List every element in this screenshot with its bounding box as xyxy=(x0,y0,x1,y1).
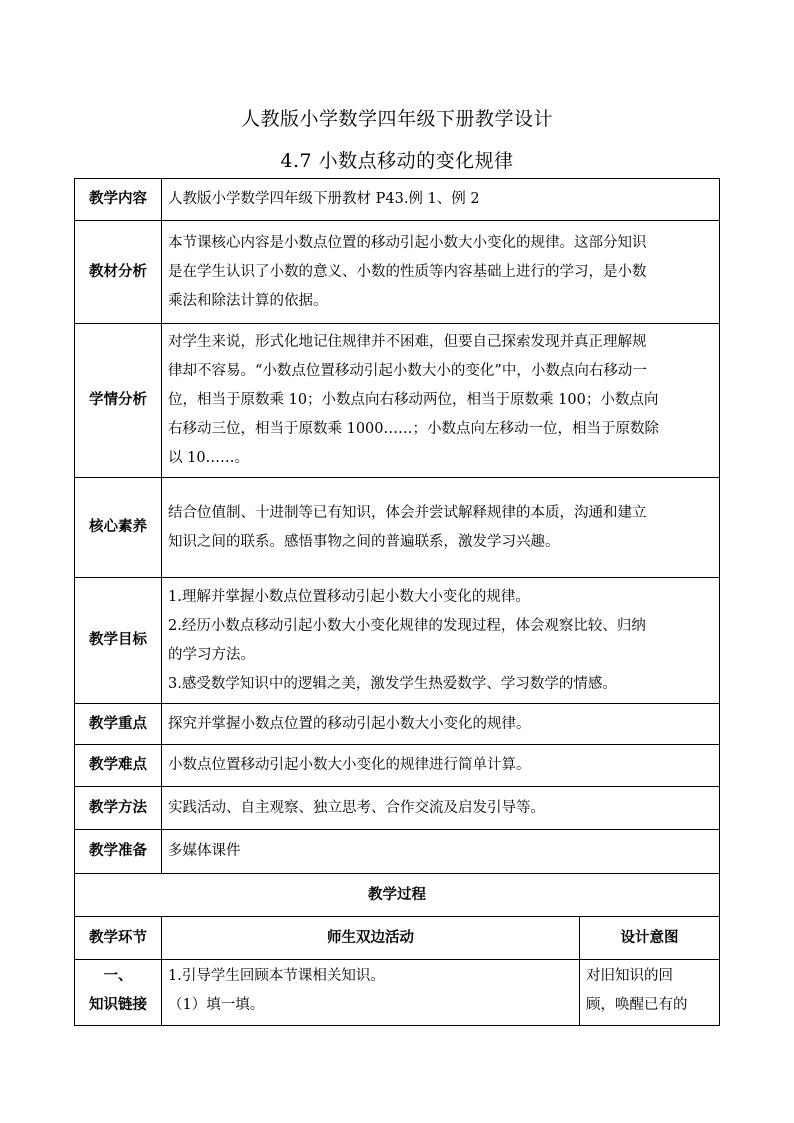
content-line: 小数点位置移动引起小数大小变化的规律进行简单计算。 xyxy=(168,757,531,773)
stage-name: 知识链接 xyxy=(89,997,147,1013)
content-line: 探究并掌握小数点位置的移动引起小数大小变化的规律。 xyxy=(168,715,531,732)
content-line: 1.理解并掌握小数点位置移动引起小数大小变化的规律。 xyxy=(168,588,530,605)
content-line: 知识之间的联系。感悟事物之间的普遍联系，激发学习兴趣。 xyxy=(168,533,560,550)
content-line: 乘法和除法计算的依据。 xyxy=(168,292,328,309)
stage-cell xyxy=(75,960,162,1026)
table-row xyxy=(75,830,720,874)
row-label: 教学准备 xyxy=(75,830,162,874)
content-line: 人教版小学数学四年级下册教材 P43.例 1、例 2 xyxy=(168,191,480,207)
content-line: 律却不容易。“小数点位置移动引起小数大小的变化”中，小数点向右移动一 xyxy=(168,363,647,379)
row-content xyxy=(162,578,720,704)
content-line: 右移动三位，相当于原数乘 1000……；小数点向左移动一位，相当于原数除 xyxy=(168,421,660,437)
content-line: 本节课核心内容是小数点位置的移动引起小数大小变化的规律。这部分知识 xyxy=(168,234,647,251)
intent-cell xyxy=(580,960,720,1026)
process-header-row xyxy=(75,917,720,960)
header-activity: 师生双边活动 xyxy=(162,917,580,960)
content-line: 实践活动、自主观察、独立思考、合作交流及启发引导等。 xyxy=(168,799,545,816)
content-line: 顾，唤醒已有的 xyxy=(586,997,688,1013)
table-row xyxy=(75,578,720,704)
row-label: 教学目标 xyxy=(75,578,162,704)
content-line: 2.经历小数点移动引起小数大小变化规律的发现过程，体会观察比较、归纳 xyxy=(168,617,646,634)
activity-cell xyxy=(162,960,580,1026)
row-content xyxy=(162,704,720,745)
process-title: 教学过程 xyxy=(75,874,720,917)
row-content xyxy=(162,478,720,578)
table-row xyxy=(75,745,720,787)
header-stage: 教学环节 xyxy=(75,917,162,960)
process-row xyxy=(75,960,720,1026)
row-content xyxy=(162,787,720,830)
content-line: 结合位值制、十进制等已有知识，体会并尝试解释规律的本质，沟通和建立 xyxy=(168,504,647,521)
header-intent: 设计意图 xyxy=(580,917,720,960)
content-line: 的学习方法。 xyxy=(168,646,255,663)
row-label: 教学难点 xyxy=(75,745,162,787)
row-label: 教学重点 xyxy=(75,704,162,745)
content-line: （1）填一填。 xyxy=(168,997,265,1013)
table-row xyxy=(75,704,720,745)
process-title-row xyxy=(75,874,720,917)
row-label: 教学方法 xyxy=(75,787,162,830)
lesson-title: 4.7 小数点移动的变化规律 xyxy=(280,150,514,172)
document-title: 人教版小学数学四年级下册教学设计 xyxy=(240,108,553,130)
content-line: 多媒体课件 xyxy=(168,843,241,859)
row-content xyxy=(162,221,720,324)
lesson-plan-table xyxy=(74,178,720,1026)
content-line: 1.引导学生回顾本节课相关知识。 xyxy=(168,968,385,984)
row-label: 核心素养 xyxy=(75,478,162,578)
table-row xyxy=(75,478,720,578)
table-row xyxy=(75,179,720,221)
row-label: 教学内容 xyxy=(75,179,162,221)
table-row xyxy=(75,787,720,830)
content-line: 位，相当于原数乘 10；小数点向右移动两位，相当于原数乘 100；小数点向 xyxy=(168,392,659,408)
row-label: 学情分析 xyxy=(75,324,162,478)
stage-number: 一、 xyxy=(103,968,133,984)
content-line: 是在学生认识了小数的意义、小数的性质等内容基础上进行的学习，是小数 xyxy=(168,263,647,280)
table-row xyxy=(75,221,720,324)
content-line: 以 10……。 xyxy=(168,450,250,466)
table-row xyxy=(75,324,720,478)
row-content xyxy=(162,830,720,874)
row-content xyxy=(162,324,720,478)
content-line: 对学生来说，形式化地记住规律并不困难，但要自己探索发现并真正理解规 xyxy=(168,334,647,350)
content-line: 3.感受数学知识中的逻辑之美，激发学生热爱数学、学习数学的情感。 xyxy=(168,675,617,692)
row-label: 教材分析 xyxy=(75,221,162,324)
row-content xyxy=(162,179,720,221)
content-line: 对旧知识的回 xyxy=(586,968,673,984)
row-content xyxy=(162,745,720,787)
